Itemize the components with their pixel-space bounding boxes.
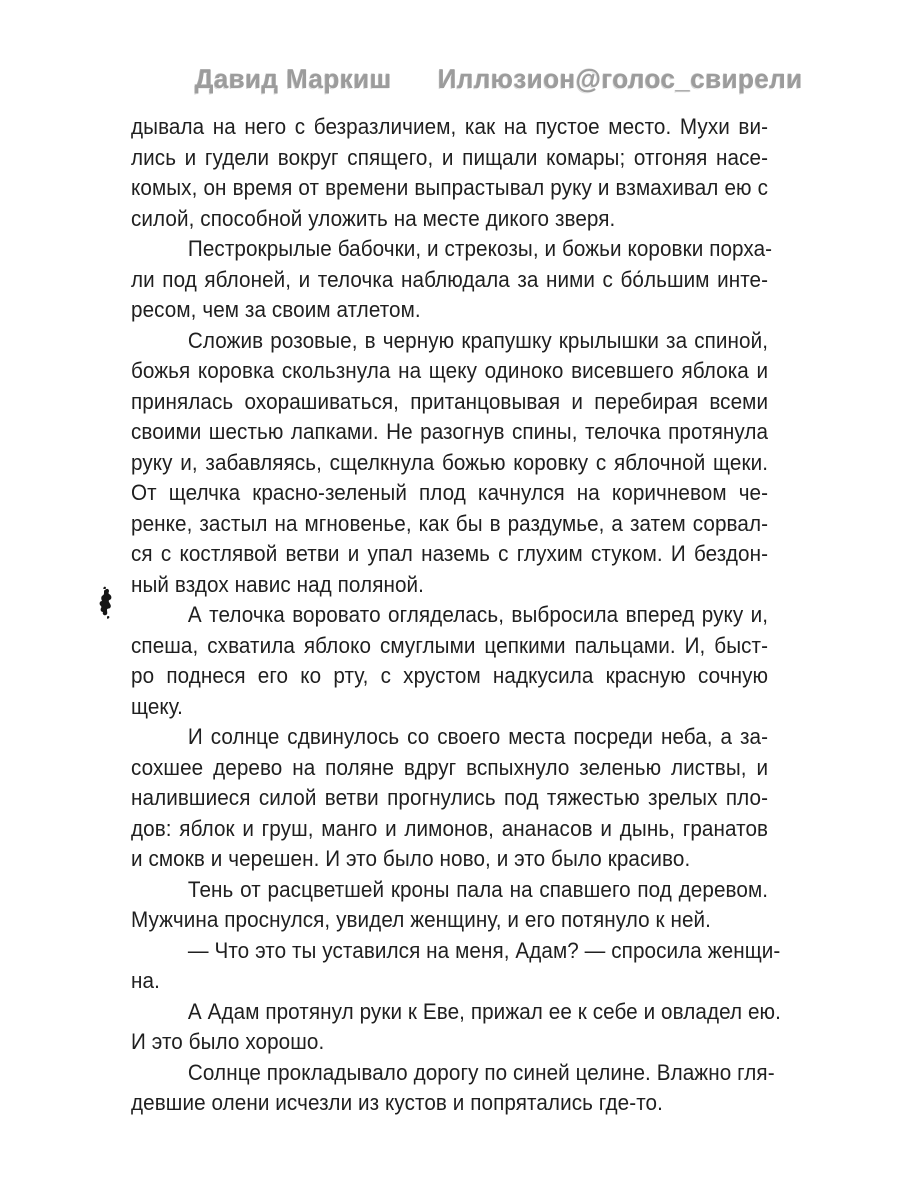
text-line: Сложив розовые, в черную крапушку крылышки за спиной, [187, 327, 769, 353]
text-line: А Адам протянул руки к Еве, прижал ее к себе и овладел ею. [187, 998, 781, 1024]
text-line: сохшее дерево на поляне вдруг вспыхнуло зеленью листвы, и [131, 754, 769, 780]
text-line: дов: яблок и груш, манго и лимонов, ананасов и дынь, гранатов [131, 815, 769, 841]
ink-smudge [95, 586, 117, 628]
text-line: И солнце сдвинулось со своего места посреди неба, а за- [187, 724, 769, 749]
text-line: Мужчина проснулся, увидел женщину, и его потянуло к ней. [131, 907, 712, 932]
text-line: своими шестью лапками. Не разогнув спины, телочка протянула [131, 419, 769, 444]
text-line: щеку. [131, 693, 183, 719]
text-line: Пестрокрылые бабочки, и стрекозы, и божьи коровки порха- [187, 236, 773, 261]
text-line: налившиеся силой ветви прогнулись под тяжестью зрелых пло- [131, 785, 769, 810]
text-line: — Что это ты уставился на меня, Адам? — спросила женщи- [187, 937, 781, 963]
text-line: Солнце прокладывало дорогу по синей целине. Влажно гля- [187, 1059, 775, 1085]
text-line: И это было хорошо. [131, 1029, 325, 1054]
text-line: ся с костлявой ветви и упал наземь с глухим стуком. И бездон- [131, 541, 769, 566]
text-line: От щелчка красно-зеленый плод качнулся на коричневом че- [131, 480, 769, 505]
text-line: и смокв и черешен. И это было ново, и это было красиво. [131, 846, 691, 871]
text-line: дывала на него с безразличием, как на пустое место. Мухи ви- [131, 114, 769, 139]
text-line: ренке, застыл на мгновенье, как бы в раздумье, а затем сорвал- [131, 510, 769, 536]
text-line: ро поднеся его ко рту, с хрустом надкусила красную сочную [131, 663, 769, 688]
text-line: девшие олени исчезли из кустов и попрятались где-то. [131, 1090, 663, 1115]
text-line: силой, способной уложить на месте дикого зверя. [131, 205, 616, 231]
text-block [131, 112, 781, 1119]
text-line: комых, он время от времени выпрастывал руку и взмахивал ею с [131, 175, 769, 200]
text-line: на. [131, 968, 160, 993]
author-name: Давид Маркиш [195, 64, 392, 94]
text-line: Тень от расцветшей кроны пала на спавшего под деревом. [187, 876, 769, 902]
text-line: принялась охорашиваться, пританцовывая и перебирая всеми [131, 388, 769, 414]
text-line: спеша, схватила яблоко смуглыми цепкими пальцами. И, быст- [131, 632, 769, 658]
text-line: руку и, забавляясь, сщелкнула божью коровку с яблочной щеки. [131, 449, 769, 475]
text-line: ли под яблоней, и телочка наблюдала за ними с бо́льшим инте- [131, 266, 769, 292]
text-line: ресом, чем за своим атлетом. [131, 297, 421, 322]
book-title: Иллюзион@голос_свирели [437, 64, 803, 94]
text-line: божья коровка скользнула на щеку одиноко висевшего яблока и [131, 358, 769, 383]
running-head [195, 63, 803, 95]
text-line: А телочка воровато огляделась, выбросила вперед руку и, [187, 602, 769, 627]
text-line: лись и гудели вокруг спящего, и пищали комары; отгоняя насе- [131, 144, 769, 170]
text-line: ный вздох навис над поляной. [131, 571, 425, 597]
